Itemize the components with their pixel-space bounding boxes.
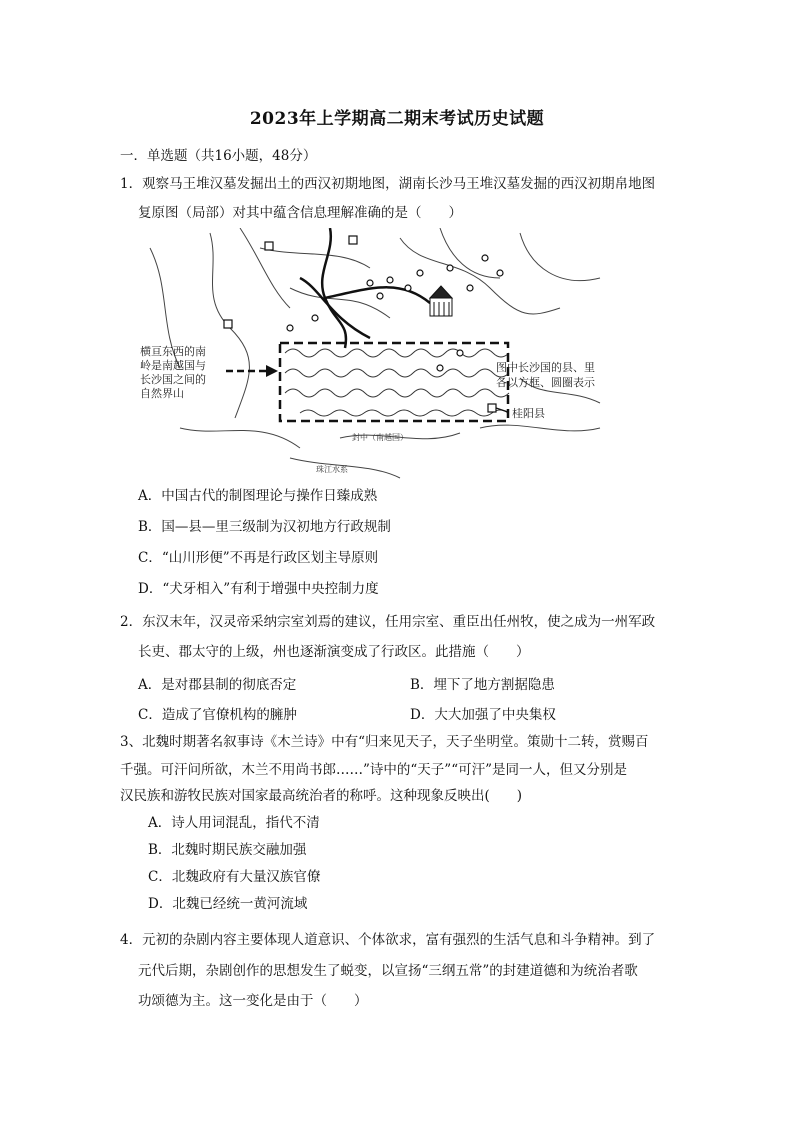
- map-label-right-1: 图中长沙国的县、里: [496, 361, 595, 374]
- map-label-zhujiang: 珠江水系: [316, 465, 348, 474]
- section-heading: 一．单选题（共16小题，48分）: [120, 148, 317, 164]
- q1-stem-line1: 1．观察马王堆汉墓发掘出土的西汉初期地图，湖南长沙马王堆汉墓发掘的西汉初期帛地图: [120, 176, 656, 192]
- map-label-left-2: 岭是南越国与: [140, 359, 206, 372]
- q1-stem-line2: 复原图（局部）对其中蕴含信息理解准确的是（ ）: [138, 205, 462, 221]
- map-label-right-2: 各以方框、圆圈表示: [496, 376, 595, 389]
- q1-option-b[interactable]: B．国—县—里三级制为汉初地方行政规制: [138, 519, 391, 535]
- map-label-left-4: 自然界山: [140, 387, 184, 400]
- arrow-head-icon: [266, 365, 278, 377]
- q1-option-a[interactable]: A．中国古代的制图理论与操作日臻成熟: [138, 488, 378, 504]
- map-label-fengzhong: 封中（南越国）: [352, 433, 408, 442]
- map-label-guiyang: 桂阳县: [512, 407, 545, 420]
- q4-stem-line1: 4．元初的杂剧内容主要体现人道意识、个体欲求，富有强烈的生活气息和斗争精神。到了: [120, 932, 656, 948]
- q1-option-d[interactable]: D．“犬牙相入”有利于增强中央控制力度: [138, 581, 379, 597]
- q2-option-a[interactable]: A．是对郡县制的彻底否定: [138, 677, 297, 693]
- q3-option-b[interactable]: B．北魏时期民族交融加强: [148, 842, 307, 858]
- q3-stem-line2: 千强。可汗问所欲，木兰不用尚书郎……”诗中的“天子”“可汗”是同一人，但又分别是: [120, 762, 628, 778]
- exam-title: 2023年上学期高二期末考试历史试题: [249, 109, 545, 129]
- q2-stem-line1: 2．东汉末年，汉灵帝采纳宗室刘焉的建议，任用宗室、重臣出任州牧，使之成为一州军政: [120, 614, 656, 630]
- han-silk-map: [140, 228, 610, 480]
- q3-option-d[interactable]: D．北魏已经统一黄河流域: [148, 896, 308, 912]
- q2-option-c[interactable]: C．造成了官僚机构的臃肿: [138, 707, 297, 723]
- q3-option-a[interactable]: A．诗人用词混乱，指代不清: [148, 815, 320, 831]
- q2-option-b[interactable]: B．埋下了地方割据隐患: [410, 677, 555, 693]
- q1-map-figure: [140, 228, 610, 480]
- q3-stem-line3: 汉民族和游牧民族对国家最高统治者的称呼。这种现象反映出( ): [120, 788, 523, 804]
- q2-stem-line2: 长吏、郡太守的上级，州也逐渐演变成了行政区。此措施（ ）: [138, 644, 530, 660]
- q3-stem-line1: 3、北魏时期著名叙事诗《木兰诗》中有“归来见天子，天子坐明堂。策勋十二转，赏赐百: [120, 734, 649, 750]
- q1-option-c[interactable]: C．“山川形便”不再是行政区划主导原则: [138, 550, 379, 566]
- q2-option-d[interactable]: D．大大加强了中央集权: [410, 707, 556, 723]
- q3-option-c[interactable]: C．北魏政府有大量汉族官僚: [148, 869, 321, 885]
- map-label-left-1: 横亘东西的南: [140, 345, 206, 358]
- q4-stem-line2: 元代后期，杂剧创作的思想发生了蜕变，以宣扬“三纲五常”的封建道德和为统治者歌: [138, 963, 638, 979]
- q4-stem-line3: 功颂德为主。这一变化是由于（ ）: [138, 993, 368, 1009]
- map-label-left-3: 长沙国之间的: [140, 373, 206, 386]
